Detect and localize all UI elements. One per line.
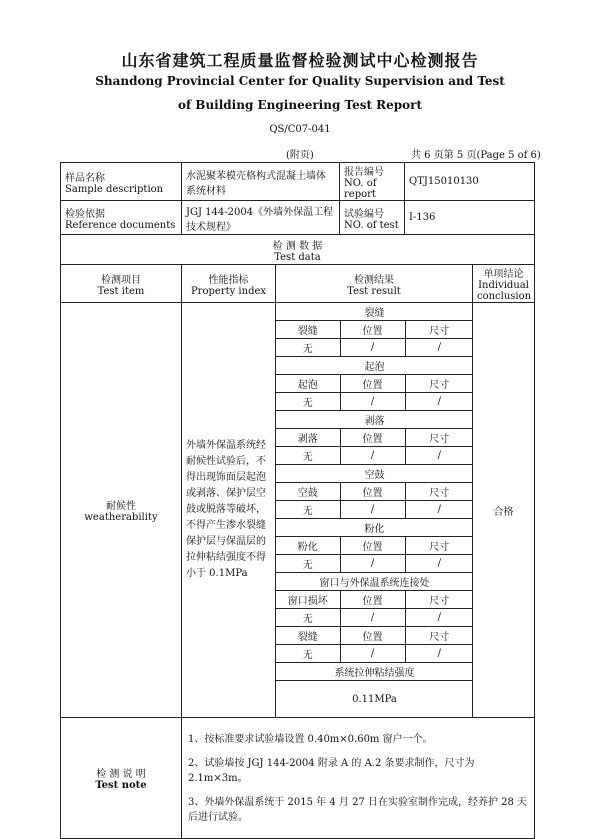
bond-strength-value-row bbox=[276, 681, 473, 718]
result-value-row bbox=[276, 501, 473, 519]
test-data-heading-row bbox=[61, 235, 535, 265]
result-group-title: 起泡 bbox=[276, 357, 473, 375]
col-header-conclusion bbox=[473, 265, 535, 303]
col-header-item-cn: 检测项目 bbox=[101, 274, 141, 286]
test-note-label bbox=[61, 718, 182, 839]
result-value-row bbox=[276, 645, 473, 663]
result-header-cell: 尺寸 bbox=[405, 375, 473, 393]
document-code: QS/C07-041 bbox=[269, 124, 331, 135]
result-header-row bbox=[276, 537, 473, 555]
bond-strength-value: 0.11MPa bbox=[276, 681, 473, 718]
result-value-cell: / bbox=[405, 447, 473, 465]
result-header-cell: 位置 bbox=[340, 537, 405, 555]
report-no-value: QTJ15010130 bbox=[405, 163, 535, 201]
weatherability-row bbox=[61, 303, 535, 718]
col-header-item bbox=[61, 265, 182, 303]
result-value-cell: 无 bbox=[276, 555, 340, 573]
result-value-cell: / bbox=[405, 501, 473, 519]
result-header-cell: 尺寸 bbox=[405, 429, 473, 447]
result-value-cell: / bbox=[340, 339, 405, 357]
report-no-label-en: NO. of report bbox=[344, 178, 377, 200]
col-header-conclusion-en-1: Individual bbox=[478, 280, 529, 291]
result-header-cell: 空鼓 bbox=[276, 483, 340, 501]
result-header-cell: 粉化 bbox=[276, 537, 340, 555]
result-value-cell: 无 bbox=[276, 447, 340, 465]
result-header-row bbox=[276, 627, 473, 645]
sample-row bbox=[61, 163, 535, 201]
report-title-en-line1: Shandong Provincial Center for Quality Supervision and Test bbox=[95, 74, 505, 88]
report-no-label-cn: 报告编号 bbox=[344, 167, 384, 178]
sample-label bbox=[61, 163, 182, 201]
result-value-row bbox=[276, 393, 473, 411]
test-item-en: weatherability bbox=[84, 512, 158, 523]
col-header-property bbox=[182, 265, 276, 303]
bond-strength-title: 系统拉伸粘结强度 bbox=[276, 663, 473, 681]
result-value-cell: 无 bbox=[276, 501, 340, 519]
test-no-value: I-136 bbox=[405, 201, 535, 235]
result-value-row bbox=[276, 609, 473, 627]
report-table bbox=[60, 162, 535, 839]
result-header-row bbox=[276, 375, 473, 393]
result-group-title: 空鼓 bbox=[276, 465, 473, 483]
result-value-cell: / bbox=[405, 555, 473, 573]
test-result-cell bbox=[276, 303, 473, 718]
reference-label-cn: 检验依据 bbox=[65, 208, 105, 220]
col-header-result bbox=[276, 265, 473, 303]
result-group-title-row bbox=[276, 411, 473, 429]
conclusion-cell: 合格 bbox=[473, 303, 535, 718]
result-header-cell: 位置 bbox=[340, 429, 405, 447]
result-header-row bbox=[276, 591, 473, 609]
test-item-cell bbox=[61, 303, 182, 718]
test-no-label-en: NO. of test bbox=[344, 219, 399, 231]
col-header-result-cn: 检测结果 bbox=[354, 274, 394, 286]
bond-strength-title-row bbox=[276, 663, 473, 681]
result-header-cell: 位置 bbox=[340, 321, 405, 339]
reference-value: JGJ 144-2004《外墙外保温工程技术规程》 bbox=[182, 201, 340, 235]
result-header-cell: 尺寸 bbox=[405, 537, 473, 555]
result-header-cell: 尺寸 bbox=[405, 591, 473, 609]
result-value-cell: / bbox=[340, 447, 405, 465]
test-note-row bbox=[61, 718, 535, 839]
reference-row bbox=[61, 201, 535, 235]
test-note-content bbox=[182, 718, 535, 839]
result-group-title: 粉化 bbox=[276, 519, 473, 537]
result-value-cell: 无 bbox=[276, 393, 340, 411]
col-header-property-en: Property index bbox=[190, 285, 267, 297]
result-value-cell: / bbox=[405, 609, 473, 627]
result-header-cell: 位置 bbox=[340, 375, 405, 393]
result-header-row bbox=[276, 429, 473, 447]
result-value-cell: 无 bbox=[276, 339, 340, 357]
result-group-title-row bbox=[276, 519, 473, 537]
result-value-cell: / bbox=[405, 339, 473, 357]
reference-label-en: Reference documents bbox=[65, 219, 176, 231]
test-data-heading-cn: 检 测 数 据 bbox=[272, 240, 323, 252]
result-header-row bbox=[276, 483, 473, 501]
result-header-cell: 裂缝 bbox=[276, 627, 340, 645]
result-header-cell: 裂缝 bbox=[276, 321, 340, 339]
result-value-cell: / bbox=[340, 645, 405, 663]
col-header-item-en: Test item bbox=[97, 285, 145, 297]
result-value-row bbox=[276, 447, 473, 465]
col-header-conclusion-en-2: conclusion bbox=[477, 291, 532, 302]
result-group-title: 窗口与外保温系统连接处 bbox=[276, 573, 473, 591]
result-value-cell: / bbox=[340, 393, 405, 411]
test-note-line: 1、按标准要求试验墙设置 0.40m×0.60m 窗户一个。 bbox=[188, 733, 433, 745]
result-value-row bbox=[276, 339, 473, 357]
test-note-line: 3、外墙外保温系统于 2015 年 4 月 27 日在实验室制作完成，经养护 28 天后进行试验。 bbox=[188, 796, 528, 823]
result-value-cell: 无 bbox=[276, 609, 340, 627]
result-value-cell: / bbox=[405, 645, 473, 663]
test-no-label-cn: 试验编号 bbox=[344, 208, 384, 220]
result-header-cell: 起泡 bbox=[276, 375, 340, 393]
test-note-label-cn: 检 测 说 明 bbox=[96, 769, 146, 780]
test-data-heading-en: Test data bbox=[274, 251, 321, 263]
sample-label-cn: 样品名称 bbox=[65, 172, 105, 184]
result-group-title-row bbox=[276, 573, 473, 591]
reference-label bbox=[61, 201, 182, 235]
result-group-title: 裂缝 bbox=[276, 303, 473, 321]
result-value-cell: / bbox=[340, 609, 405, 627]
test-no-label bbox=[340, 201, 405, 235]
result-header-cell: 尺寸 bbox=[405, 627, 473, 645]
col-header-property-cn: 性能指标 bbox=[208, 274, 249, 286]
result-value-cell: 无 bbox=[276, 645, 340, 663]
result-group-title-row bbox=[276, 357, 473, 375]
result-header-cell: 尺寸 bbox=[405, 483, 473, 501]
result-value-cell: / bbox=[340, 555, 405, 573]
page-info: 共 6 页第 5 页(Page 5 of 6) bbox=[411, 150, 541, 161]
report-title-en-line2: of Building Engineering Test Report bbox=[177, 98, 423, 112]
property-index-cell: 外墙外保温系统经耐候性试验后，不得出现饰面层起泡或剥落、保护层空鼓或脱落等破坏，不得产生渗水裂缝保护层与保温层的拉伸粘结强度不得小于 0.1MPa bbox=[182, 303, 276, 718]
report-no-label bbox=[340, 163, 405, 201]
test-item-cn: 耐候性 bbox=[106, 501, 136, 512]
column-header-row bbox=[61, 265, 535, 303]
result-header-cell: 位置 bbox=[340, 483, 405, 501]
result-header-cell: 位置 bbox=[340, 591, 405, 609]
test-note-label-en: Test note bbox=[95, 780, 147, 791]
result-subtable bbox=[276, 303, 473, 717]
sample-value: 水泥聚苯模壳格构式混凝土墙体系统材料 bbox=[182, 163, 340, 201]
result-header-cell: 窗口损坏 bbox=[276, 591, 340, 609]
result-header-cell: 尺寸 bbox=[405, 321, 473, 339]
col-header-conclusion-cn: 单项结论 bbox=[483, 269, 524, 280]
result-header-cell: 剥落 bbox=[276, 429, 340, 447]
test-note-line: 2、试验墙按 JGJ 144-2004 附录 A 的 A.2 条要求制作，尺寸为 2.1m×3m。 bbox=[188, 757, 475, 784]
result-group-title-row bbox=[276, 465, 473, 483]
sample-label-en: Sample description bbox=[65, 183, 164, 195]
result-value-cell: / bbox=[340, 501, 405, 519]
result-value-row bbox=[276, 555, 473, 573]
result-group-title: 剥落 bbox=[276, 411, 473, 429]
col-header-result-en: Test result bbox=[347, 285, 401, 297]
appendix-label: (附页) bbox=[286, 150, 314, 161]
result-value-cell: / bbox=[405, 393, 473, 411]
result-header-cell: 位置 bbox=[340, 627, 405, 645]
result-group-title-row bbox=[276, 303, 473, 321]
test-data-heading bbox=[61, 235, 535, 265]
result-header-row bbox=[276, 321, 473, 339]
report-title-cn: 山东省建筑工程质量监督检验测试中心检测报告 bbox=[121, 51, 479, 70]
